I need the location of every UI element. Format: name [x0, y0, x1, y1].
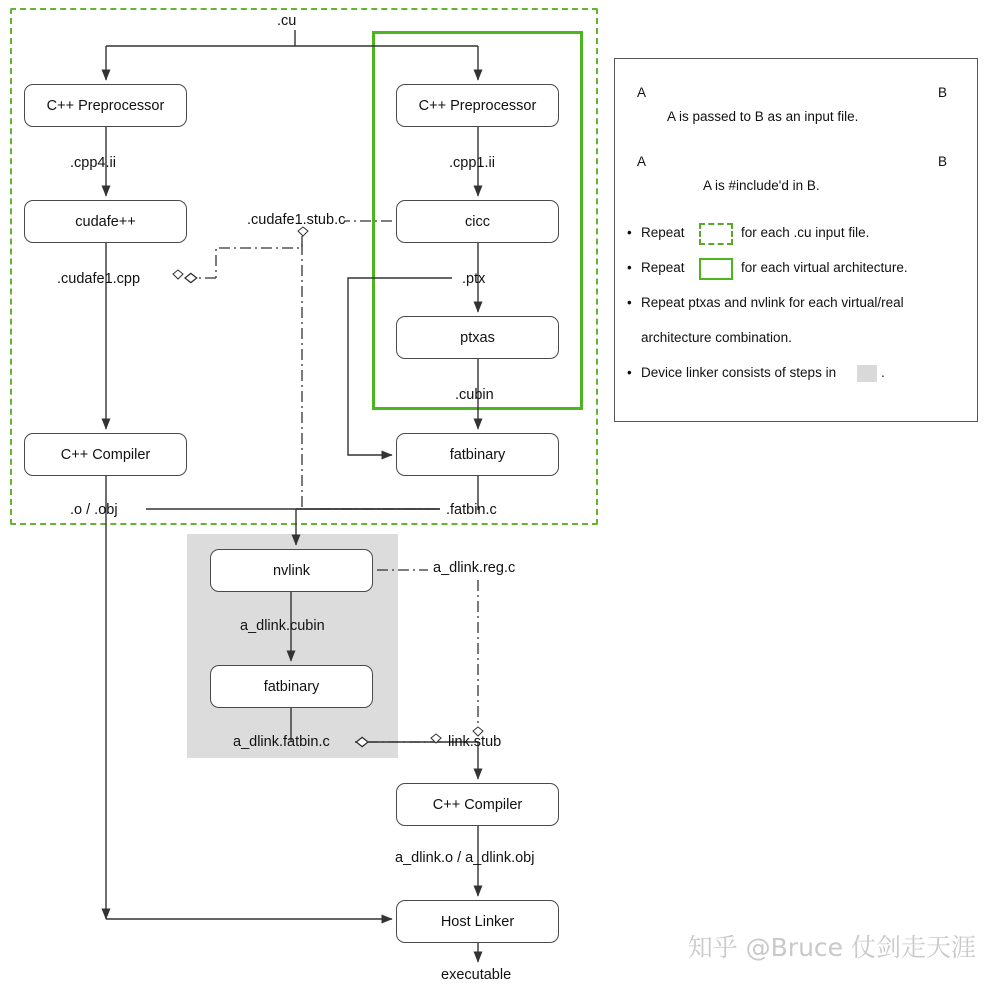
- edge-label-adlinkcubin: a_dlink.cubin: [240, 618, 325, 634]
- edge-label-cubin: .cubin: [455, 387, 494, 403]
- edge-label-cpp1ii: .cpp1.ii: [449, 155, 495, 171]
- node-ptxas[interactable]: [396, 316, 559, 359]
- node-cpp-compiler-device[interactable]: [396, 783, 559, 826]
- legend-bullet-1-post: for each .cu input file.: [741, 225, 870, 240]
- legend-bullet-4-pre: Device linker consists of steps in: [641, 365, 837, 380]
- node-fatbinary-1[interactable]: [396, 433, 559, 476]
- node-label: C++ Preprocessor: [418, 97, 537, 114]
- node-label: fatbinary: [263, 678, 320, 695]
- legend-bullet-4-dot: •: [627, 365, 632, 380]
- legend-bullet-3-pre: Repeat ptxas and nvlink for each virtual/real: [641, 295, 904, 310]
- node-host-linker[interactable]: [396, 900, 559, 943]
- legend-arrow1-caption: A is passed to B as an input file.: [667, 109, 859, 124]
- node-cpp-preprocessor-left[interactable]: [24, 84, 187, 127]
- legend-panel: [614, 58, 978, 422]
- edge-label-cpp4ii: .cpp4.ii: [70, 155, 116, 171]
- legend-bullet-1-pre: Repeat: [641, 225, 685, 240]
- edge-label-adlinkfatbinc: a_dlink.fatbin.c: [233, 734, 330, 750]
- legend-bullet-3-post: architecture combination.: [641, 330, 792, 345]
- node-cicc[interactable]: [396, 200, 559, 243]
- legend-swatch-solid-green: [699, 258, 733, 280]
- legend-bullet-2-pre: Repeat: [641, 260, 685, 275]
- legend-arrow2-caption: A is #include'd in B.: [703, 178, 820, 193]
- node-nvlink[interactable]: [210, 549, 373, 592]
- edge-label-adlinko: a_dlink.o / a_dlink.obj: [395, 850, 535, 866]
- node-fatbinary-2[interactable]: [210, 665, 373, 708]
- legend-swatch-dashed-green: [699, 223, 733, 245]
- node-label: Host Linker: [440, 913, 515, 930]
- node-label: C++ Compiler: [432, 796, 523, 813]
- legend-arrow1-to: B: [938, 85, 948, 100]
- node-label: C++ Compiler: [60, 446, 151, 463]
- node-label: cicc: [465, 213, 490, 230]
- node-cpp-compiler-host[interactable]: [24, 433, 187, 476]
- edge-label-cu: .cu: [277, 13, 297, 29]
- legend-bullet-3-dot: •: [627, 295, 632, 310]
- edge-label-fatbinc: .fatbin.c: [446, 502, 497, 518]
- node-label: ptxas: [460, 329, 495, 346]
- edge-label-ptx: .ptx: [462, 271, 486, 287]
- legend-bullet-4-post: .: [881, 365, 885, 380]
- edge-label-executable: executable: [441, 967, 512, 983]
- node-cudafe[interactable]: [24, 200, 187, 243]
- node-label: C++ Preprocessor: [46, 97, 165, 114]
- legend-bullet-2-post: for each virtual architecture.: [741, 260, 908, 275]
- node-cpp-preprocessor-right[interactable]: [396, 84, 559, 127]
- legend-swatch-gray: [857, 365, 877, 382]
- legend-arrow1-from: A: [637, 85, 647, 100]
- edge-label-linkstub: link.stub: [448, 734, 502, 750]
- legend-bullet-2-dot: •: [627, 260, 632, 275]
- edge-label-cudafe1cpp: .cudafe1.cpp: [57, 271, 141, 287]
- legend-arrow2-to: B: [938, 154, 948, 169]
- node-label: fatbinary: [449, 446, 506, 463]
- node-label: cudafe++: [75, 213, 136, 230]
- legend-bullet-1-dot: •: [627, 225, 632, 240]
- watermark: 知乎 @Bruce 仗剑走天涯: [687, 933, 976, 962]
- node-label: nvlink: [272, 562, 311, 579]
- edge-label-adlinkregc: a_dlink.reg.c: [433, 560, 516, 576]
- edge-label-o-obj: .o / .obj: [70, 502, 118, 518]
- legend-arrow2-from: A: [637, 154, 647, 169]
- edge-label-cudafe1stubc: .cudafe1.stub.c: [247, 212, 346, 228]
